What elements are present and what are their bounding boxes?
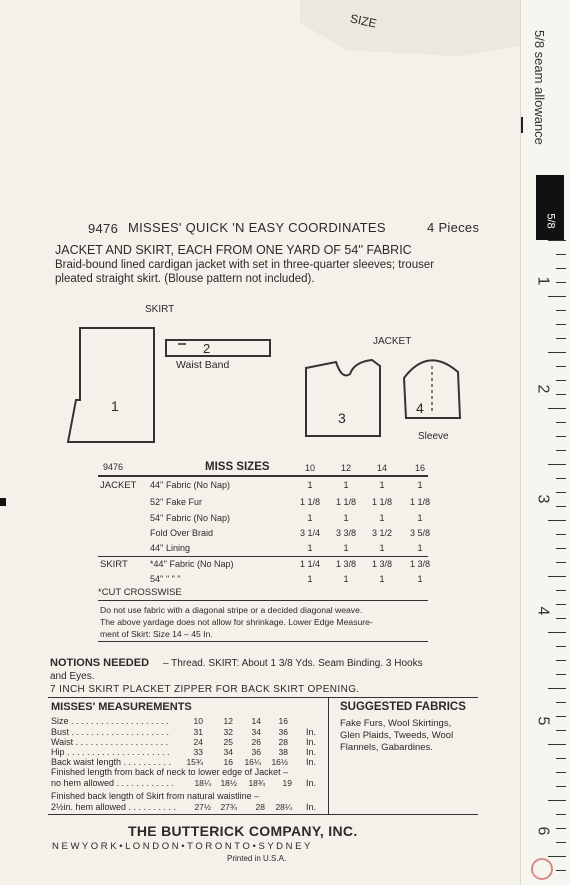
- description-line-1: Braid-bound lined cardigan jacket with set in three-quarter sleeves; trouser: [55, 259, 435, 271]
- ruler-tick: [556, 758, 566, 759]
- yardage-cell: 1 3/8: [371, 559, 393, 569]
- ruler-tick: [548, 464, 566, 465]
- yardage-group: SKIRT: [100, 559, 128, 570]
- yardage-cell: 1: [343, 513, 349, 523]
- ruler-tick: [556, 394, 566, 395]
- finished-skirt-12: 27¾: [220, 802, 237, 812]
- fabrics-title: SUGGESTED FABRICS: [340, 701, 466, 713]
- seam-allowance-caption: 5/8 seam allowance: [532, 30, 547, 145]
- ruler-mark-3: 3: [534, 494, 552, 504]
- notions-line-3: 7 INCH SKIRT PLACKET ZIPPER FOR BACK SKIRT OPENING.: [50, 684, 360, 695]
- ruler-end-circle: [528, 853, 558, 883]
- yardage-cell: 1 1/4: [299, 559, 321, 569]
- yardage-cell: 1: [343, 543, 349, 553]
- sleeve-label: Sleeve: [418, 431, 449, 442]
- pattern-title: MISSES' QUICK 'N EASY COORDINATES: [128, 220, 386, 235]
- finished-skirt-line-1: Finished back length of Skirt from natural waistline –: [51, 791, 260, 801]
- pattern-subtitle: JACKET AND SKIRT, EACH FROM ONE YARD OF 54'' FABRIC: [55, 243, 412, 257]
- ruler-tick: [556, 450, 566, 451]
- yardage-cell: 1: [379, 574, 385, 584]
- ruler-tick: [556, 674, 566, 675]
- ruler-tick: [556, 282, 566, 283]
- edge-mark: [0, 498, 6, 506]
- waistband-piece-diagram: [164, 338, 274, 360]
- measurement-value: 10: [193, 716, 203, 726]
- yardage-header-rule: [98, 475, 428, 477]
- jacket-piece-diagram: [300, 352, 388, 442]
- yardage-cell: 3 1/2: [371, 528, 393, 538]
- yardage-cell: 1: [379, 480, 385, 490]
- notions-line-2: and Eyes.: [50, 671, 95, 682]
- yardage-note-line-2: The above yardage does not allow for shrinkage. Lower Edge Measure-: [100, 617, 373, 627]
- yardage-note-line-3: ment of Skirt: Size 14 – 45 In.: [100, 629, 213, 639]
- ruler-tick: [548, 520, 566, 521]
- measurement-value: 15¾: [186, 757, 203, 767]
- yardage-row-label: *44'' Fabric (No Nap): [150, 559, 234, 569]
- yardage-footnote: *CUT CROSSWISE: [98, 587, 182, 598]
- measurements-divider: [328, 697, 329, 814]
- yardage-title: MISS SIZES: [205, 461, 270, 473]
- yardage-cell: 3 3/8: [335, 528, 357, 538]
- yardage-cell: 1: [307, 513, 313, 523]
- measurement-unit: In.: [306, 727, 317, 737]
- ruler-tick: [556, 548, 566, 549]
- ruler-tick: [548, 632, 566, 633]
- sleeve-piece-number: 4: [416, 400, 424, 416]
- yardage-note-line-1: Do not use fabric with a diagonal stripe or a decided diagonal weave.: [100, 605, 363, 615]
- measurement-unit: In.: [306, 737, 317, 747]
- measurement-value: 33: [193, 747, 203, 757]
- ruler-mark-6: 6: [534, 826, 552, 836]
- yardage-cell: 1: [307, 480, 313, 490]
- ruler-tick: [556, 478, 566, 479]
- yardage-row-label: 54'' Fabric (No Nap): [150, 513, 230, 523]
- jacket-title: JACKET: [373, 336, 412, 347]
- measurement-value: 26: [251, 737, 261, 747]
- fabrics-line-3: Flannels, Gabardines.: [340, 742, 433, 753]
- measurements-top-rule: [48, 697, 478, 698]
- measurement-label: Bust . . . . . . . . . . . . . . . . . . . .: [51, 727, 170, 737]
- ruler-tick: [556, 702, 566, 703]
- finished-skirt-14: 28: [255, 802, 265, 812]
- yardage-cell: 1: [417, 574, 423, 584]
- notions-label: NOTIONS NEEDED: [50, 657, 150, 669]
- ruler-tick: [556, 772, 566, 773]
- jacket-piece-number: 3: [338, 410, 346, 426]
- ruler-tick: [556, 660, 566, 661]
- ruler-mark-1: 1: [534, 276, 552, 286]
- waistband-label: Waist Band: [176, 359, 230, 371]
- yardage-cell: 1 3/8: [335, 559, 357, 569]
- ruler-tick: [548, 744, 566, 745]
- yardage-cell: 1: [343, 574, 349, 584]
- ruler-tick: [556, 646, 566, 647]
- measurement-value: 12: [223, 716, 233, 726]
- yardage-cell: 1 1/8: [371, 497, 393, 507]
- ruler-tick: [548, 240, 566, 241]
- measurement-value: 24: [193, 737, 203, 747]
- ruler-tick: [556, 730, 566, 731]
- ruler-tick: [556, 324, 566, 325]
- yardage-cell: 1: [417, 480, 423, 490]
- skirt-divider: [98, 556, 428, 557]
- notions-line-1: – Thread. SKIRT: About 1 3/8 Yds. Seam Binding. 3 Hooks: [163, 658, 423, 669]
- printed-in: Printed in U.S.A.: [227, 854, 287, 863]
- ruler-tick: [556, 562, 566, 563]
- yardage-cell: 1 3/8: [409, 559, 431, 569]
- yardage-cell: 1: [417, 513, 423, 523]
- fabrics-line-2: Glen Plaids, Tweeds, Wool: [340, 730, 454, 741]
- yardage-cell: 1: [417, 543, 423, 553]
- ruler-tick: [548, 352, 566, 353]
- ruler-tick: [556, 366, 566, 367]
- measurement-value: 36: [251, 747, 261, 757]
- measurement-unit: In.: [306, 757, 317, 767]
- measurement-value: 16: [278, 716, 288, 726]
- skirt-piece-number: 1: [111, 398, 119, 414]
- yardage-cell: 1: [343, 480, 349, 490]
- ruler-tick: [556, 254, 566, 255]
- measurement-value: 16¼: [244, 757, 261, 767]
- finished-skirt-unit: In.: [306, 802, 317, 812]
- ruler-tick: [556, 268, 566, 269]
- measurement-value: 14: [251, 716, 261, 726]
- yardage-cell: 1 1/8: [335, 497, 357, 507]
- measurements-bottom-rule: [48, 814, 478, 815]
- fabrics-line-1: Fake Furs, Wool Skirtings,: [340, 718, 452, 729]
- description-line-2: pleated straight skirt. (Blouse pattern not included).: [55, 273, 315, 285]
- ruler-tick: [556, 814, 566, 815]
- ruler-tick: [556, 716, 566, 717]
- sleeve-piece-diagram: [398, 352, 468, 430]
- measurement-value: 34: [223, 747, 233, 757]
- yardage-pattern-number: 9476: [103, 462, 124, 472]
- measurement-value: 36: [278, 727, 288, 737]
- ruler-tick: [556, 422, 566, 423]
- finished-jacket-14: 18¾: [248, 778, 265, 788]
- ruler-tick: [556, 492, 566, 493]
- ruler-tick: [556, 590, 566, 591]
- measurement-label: Hip . . . . . . . . . . . . . . . . . . . . .: [51, 747, 170, 757]
- yardage-group: JACKET: [100, 480, 137, 491]
- skirt-piece-diagram: [60, 320, 170, 450]
- ruler-tick: [556, 618, 566, 619]
- ruler-tick: [548, 408, 566, 409]
- ruler-tick: [548, 296, 566, 297]
- finished-jacket-10: 18¼: [194, 778, 211, 788]
- ruler-tick: [556, 828, 566, 829]
- measurements-title: MISSES' MEASUREMENTS: [51, 701, 192, 713]
- pattern-pieces: 4 Pieces: [427, 220, 480, 235]
- measurement-value: 38: [278, 747, 288, 757]
- measurement-value: 34: [251, 727, 261, 737]
- measurement-label: Size . . . . . . . . . . . . . . . . . . . .: [51, 716, 169, 726]
- ruler-mark-5: 5: [534, 716, 552, 726]
- measurement-value: 31: [193, 727, 203, 737]
- envelope-flap: [300, 0, 530, 56]
- finished-jacket-16: 19: [282, 778, 292, 788]
- ruler-tick: [548, 576, 566, 577]
- yardage-row-label: 44'' Lining: [150, 543, 190, 553]
- ruler-tick: [556, 604, 566, 605]
- measurement-label: Waist . . . . . . . . . . . . . . . . . . .: [51, 737, 169, 747]
- ruler-tick: [556, 786, 566, 787]
- skirt-title: SKIRT: [145, 304, 175, 315]
- ruler-tick: [556, 310, 566, 311]
- yardage-cell: 3 5/8: [409, 528, 431, 538]
- ruler-tick: [556, 436, 566, 437]
- measurement-value: 32: [223, 727, 233, 737]
- ruler-tick: [548, 688, 566, 689]
- finished-jacket-unit: In.: [306, 778, 317, 788]
- measurement-label: Back waist length . . . . . . . . . .: [51, 757, 172, 767]
- ruler-tick: [556, 338, 566, 339]
- ruler-tick: [548, 800, 566, 801]
- footnote-rule: [98, 600, 428, 601]
- size-10-header: 10: [304, 463, 315, 473]
- ruler-tick: [556, 534, 566, 535]
- ruler-notch: [521, 117, 523, 133]
- ruler-tick: [556, 842, 566, 843]
- seam-allowance-marker: [536, 175, 564, 240]
- finished-jacket-line-1: Finished length from back of neck to lower edge of Jacket –: [51, 767, 289, 777]
- note-rule: [98, 641, 428, 642]
- yardage-cell: 1: [379, 543, 385, 553]
- ruler-mark-4: 4: [534, 606, 552, 616]
- size-16-header: 16: [414, 463, 425, 473]
- size-14-header: 14: [376, 463, 387, 473]
- ruler-mark-5-8: 5/8: [544, 213, 557, 229]
- yardage-cell: 1 1/8: [299, 497, 321, 507]
- yardage-cell: 1 1/8: [409, 497, 431, 507]
- yardage-row-label: 44'' Fabric (No Nap): [150, 480, 230, 490]
- company-name: THE BUTTERICK COMPANY, INC.: [128, 823, 358, 839]
- yardage-row-label: Fold Over Braid: [150, 528, 214, 538]
- yardage-cell: 1: [379, 513, 385, 523]
- yardage-cell: 1: [307, 543, 313, 553]
- yardage-cell: 1: [307, 574, 313, 584]
- measurement-unit: In.: [306, 747, 317, 757]
- finished-skirt-16: 28¼: [275, 802, 292, 812]
- finished-jacket-line-2: no hem allowed . . . . . . . . . . . .: [51, 778, 175, 788]
- size-label: SIZE: [348, 11, 378, 31]
- yardage-row-label: 54'' " " ": [150, 574, 181, 584]
- finished-skirt-line-2: 2½in. hem allowed . . . . . . . . . .: [51, 802, 177, 812]
- ruler-tick: [556, 380, 566, 381]
- measurement-value: 25: [223, 737, 233, 747]
- yardage-row-label: 52'' Fake Fur: [150, 497, 202, 507]
- pattern-number: 9476: [88, 221, 119, 236]
- yardage-cell: 3 1/4: [299, 528, 321, 538]
- waistband-piece-number: 2: [203, 341, 211, 356]
- company-cities: N E W Y O R K • L O N D O N • T O R O N T O • S Y D N E Y: [52, 841, 311, 852]
- measurement-value: 28: [278, 737, 288, 747]
- finished-skirt-10: 27½: [194, 802, 211, 812]
- size-12-header: 12: [340, 463, 351, 473]
- measurement-value: 16½: [271, 757, 288, 767]
- finished-jacket-12: 18½: [220, 778, 237, 788]
- ruler-mark-2: 2: [534, 384, 552, 394]
- measurement-value: 16: [223, 757, 233, 767]
- ruler-tick: [556, 506, 566, 507]
